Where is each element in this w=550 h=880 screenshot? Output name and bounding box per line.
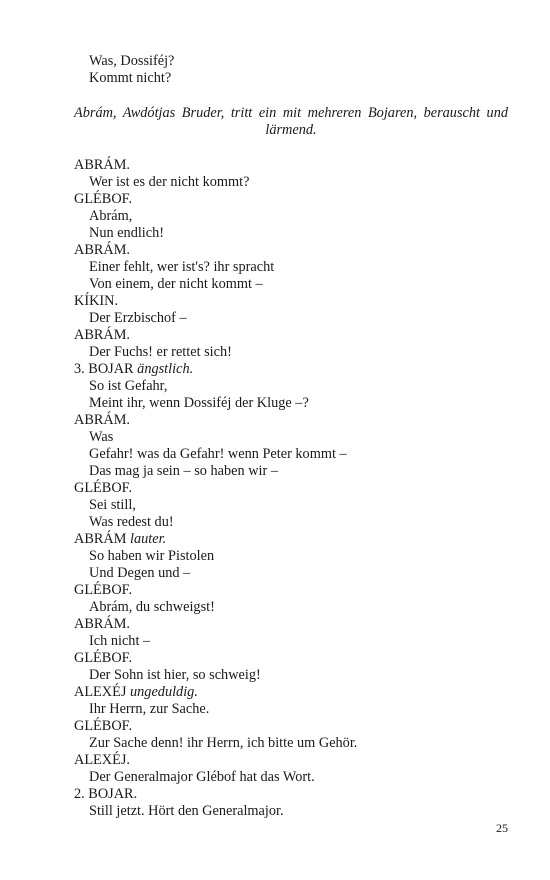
speaker-line <box>74 412 508 429</box>
speaker-name: ABRÁM. <box>74 242 131 258</box>
text-line: Was, Dossiféj? <box>89 53 175 69</box>
speaker-line <box>74 327 508 344</box>
speaker-name: 3. BOJAR <box>74 361 134 377</box>
speaker-line <box>74 684 508 701</box>
speaker-line <box>74 157 508 174</box>
speaker-name: ABRÁM. <box>74 616 131 632</box>
spacer <box>74 87 508 105</box>
dialogue-line: Wer ist es der nicht kommt? <box>89 174 250 190</box>
dialogue-line: Meint ihr, wenn Dossiféj der Kluge –? <box>89 395 309 411</box>
dialogue-line: Und Degen und – <box>89 565 191 581</box>
speaker-line <box>74 752 508 769</box>
speaker-name: GLÉBOF. <box>74 480 133 496</box>
stage-direction <box>74 105 508 139</box>
speaker-line <box>74 531 508 548</box>
spacer <box>74 139 508 157</box>
stage-direction-inline: ungeduldig. <box>130 684 198 700</box>
dialogue-line: Ich nicht – <box>89 633 151 649</box>
dialogue-line: Der Generalmajor Glébof hat das Wort. <box>89 769 315 785</box>
dialogue-line: Abrám, du schweigst! <box>89 599 215 615</box>
dialogue-line: Einer fehlt, wer ist's? ihr spracht <box>89 259 275 275</box>
dialogue-line: Der Sohn ist hier, so schweig! <box>89 667 261 683</box>
dialogue-line: So haben wir Pistolen <box>89 548 215 564</box>
speaker-line <box>74 718 508 735</box>
speaker-name: ABRÁM <box>74 531 127 547</box>
speaker-name: GLÉBOF. <box>74 191 133 207</box>
speaker-name: 2. BOJAR. <box>74 786 138 802</box>
speaker-line <box>74 293 508 310</box>
dialogue-line: Von einem, der nicht kommt – <box>89 276 263 292</box>
stage-direction-line: lärmend. <box>265 122 317 138</box>
stage-direction-inline: ängstlich. <box>137 361 194 377</box>
dialogue-line: Der Fuchs! er rettet sich! <box>89 344 232 360</box>
speaker-name: ALEXÉJ <box>74 684 127 700</box>
speaker-line <box>74 650 508 667</box>
speaker-name: GLÉBOF. <box>74 582 133 598</box>
page-number: 25 <box>496 821 508 835</box>
speaker-line <box>74 242 508 259</box>
dialogue-line: Was redest du! <box>89 514 174 530</box>
dialogue-line: Sei still, <box>89 497 136 513</box>
dialogue-line: Abrám, <box>89 208 133 224</box>
dialogue-line: Was <box>89 429 114 445</box>
dialogue-line: Zur Sache denn! ihr Herrn, ich bitte um Gehör. <box>89 735 358 751</box>
speaker-line <box>74 361 508 378</box>
speaker-name: ABRÁM. <box>74 157 131 173</box>
dialogue-line: Nun endlich! <box>89 225 165 241</box>
speaker-line <box>74 786 508 803</box>
speaker-name: GLÉBOF. <box>74 650 133 666</box>
dialogue <box>74 157 508 820</box>
speaker-name: GLÉBOF. <box>74 718 133 734</box>
speaker-line <box>74 582 508 599</box>
dialogue-line: Still jetzt. Hört den Generalmajor. <box>89 803 284 819</box>
speaker-name: ALEXÉJ. <box>74 752 130 768</box>
dialogue-line: Gefahr! was da Gefahr! wenn Peter kommt – <box>89 446 347 462</box>
speaker-name: ABRÁM. <box>74 327 131 343</box>
speaker-name: KÍKIN. <box>74 293 119 309</box>
speaker-line <box>74 191 508 208</box>
speaker-name: ABRÁM. <box>74 412 131 428</box>
text-line: Kommt nicht? <box>89 70 172 86</box>
stage-direction-inline: lauter. <box>130 531 167 547</box>
page-content <box>74 53 508 820</box>
dialogue-line: Der Erzbischof – <box>89 310 187 326</box>
dialogue-line: Ihr Herrn, zur Sache. <box>89 701 210 717</box>
speaker-line <box>74 480 508 497</box>
dialogue-line: Das mag ja sein – so haben wir – <box>89 463 278 479</box>
dialogue-line: So ist Gefahr, <box>89 378 168 394</box>
speaker-line <box>74 616 508 633</box>
stage-direction-line: Abrám, Awdótjas Bruder, tritt ein mit mehreren Bojaren, berauscht und <box>74 105 508 121</box>
